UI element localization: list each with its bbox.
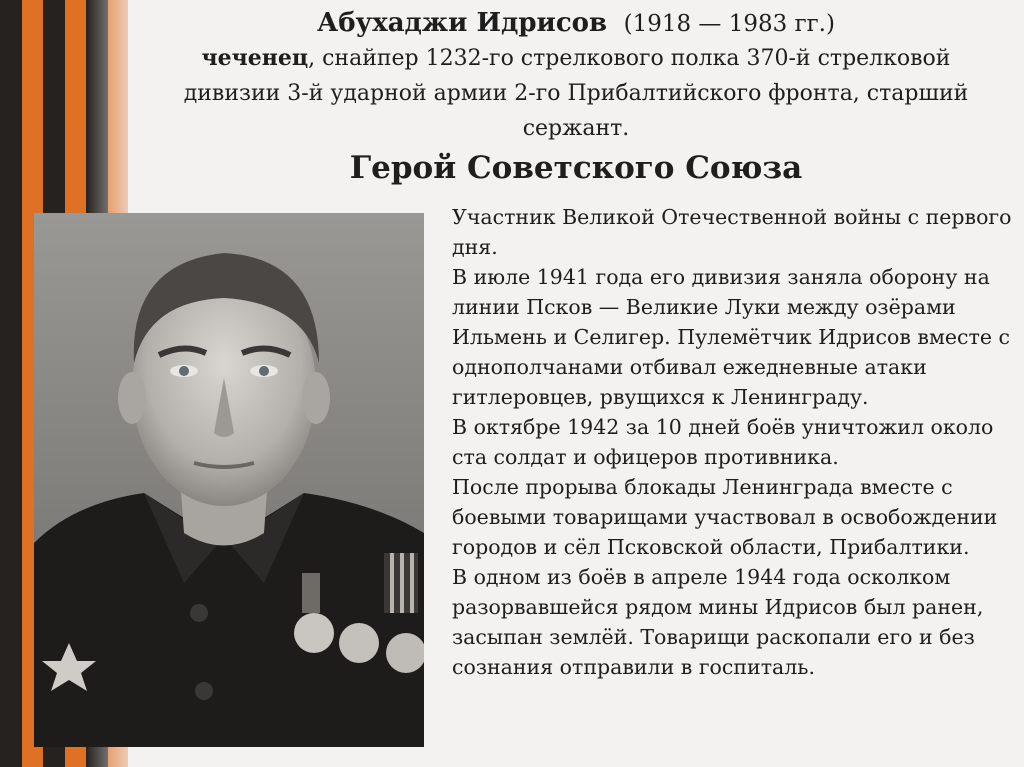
paragraph: В июле 1941 года его дивизия заняла оборону на линии Псков — Великие Луки между озёрами Ильмень и Селигер. Пулемётчик Идрисов вместе с однополчанами отбивал ежедневные атаки гитлеровцев, рвущихся к Ленинграду. xyxy=(452,265,1010,409)
paragraph: После прорыва блокады Ленинграда вместе с боевыми товарищами участвовал в освобождении городов и сёл Псковской области, Прибалтики. xyxy=(452,475,998,559)
paragraph: В октябре 1942 за 10 дней боёв уничтожил около ста солдат и офицеров противника. xyxy=(452,415,994,469)
paragraph: В одном из боёв в апреле 1944 года осколком разорвавшейся рядом мины Идрисов был ранен, засыпан землёй. Товарищи раскопали его и без сознания отправили в госпиталь. xyxy=(452,565,984,679)
nationality: чеченец xyxy=(201,45,309,71)
description: , снайпер 1232-го стрелкового полка 370-й стрелковой дивизии 3-й ударной армии 2-го Прибалтийского фронта, старший сержант. xyxy=(183,46,969,141)
person-name: Абухаджи Идрисов xyxy=(317,8,608,38)
biography-text xyxy=(452,202,1012,682)
paragraph: Участник Великой Отечественной войны с первого дня. xyxy=(452,205,1012,259)
portrait-illustration xyxy=(34,213,424,747)
name-line xyxy=(128,6,1024,41)
description-line xyxy=(128,41,1024,146)
portrait-photo xyxy=(34,213,424,747)
header xyxy=(128,6,1024,188)
life-dates: (1918 — 1983 гг.) xyxy=(623,11,835,37)
hero-title: Герой Советского Союза xyxy=(349,150,803,186)
